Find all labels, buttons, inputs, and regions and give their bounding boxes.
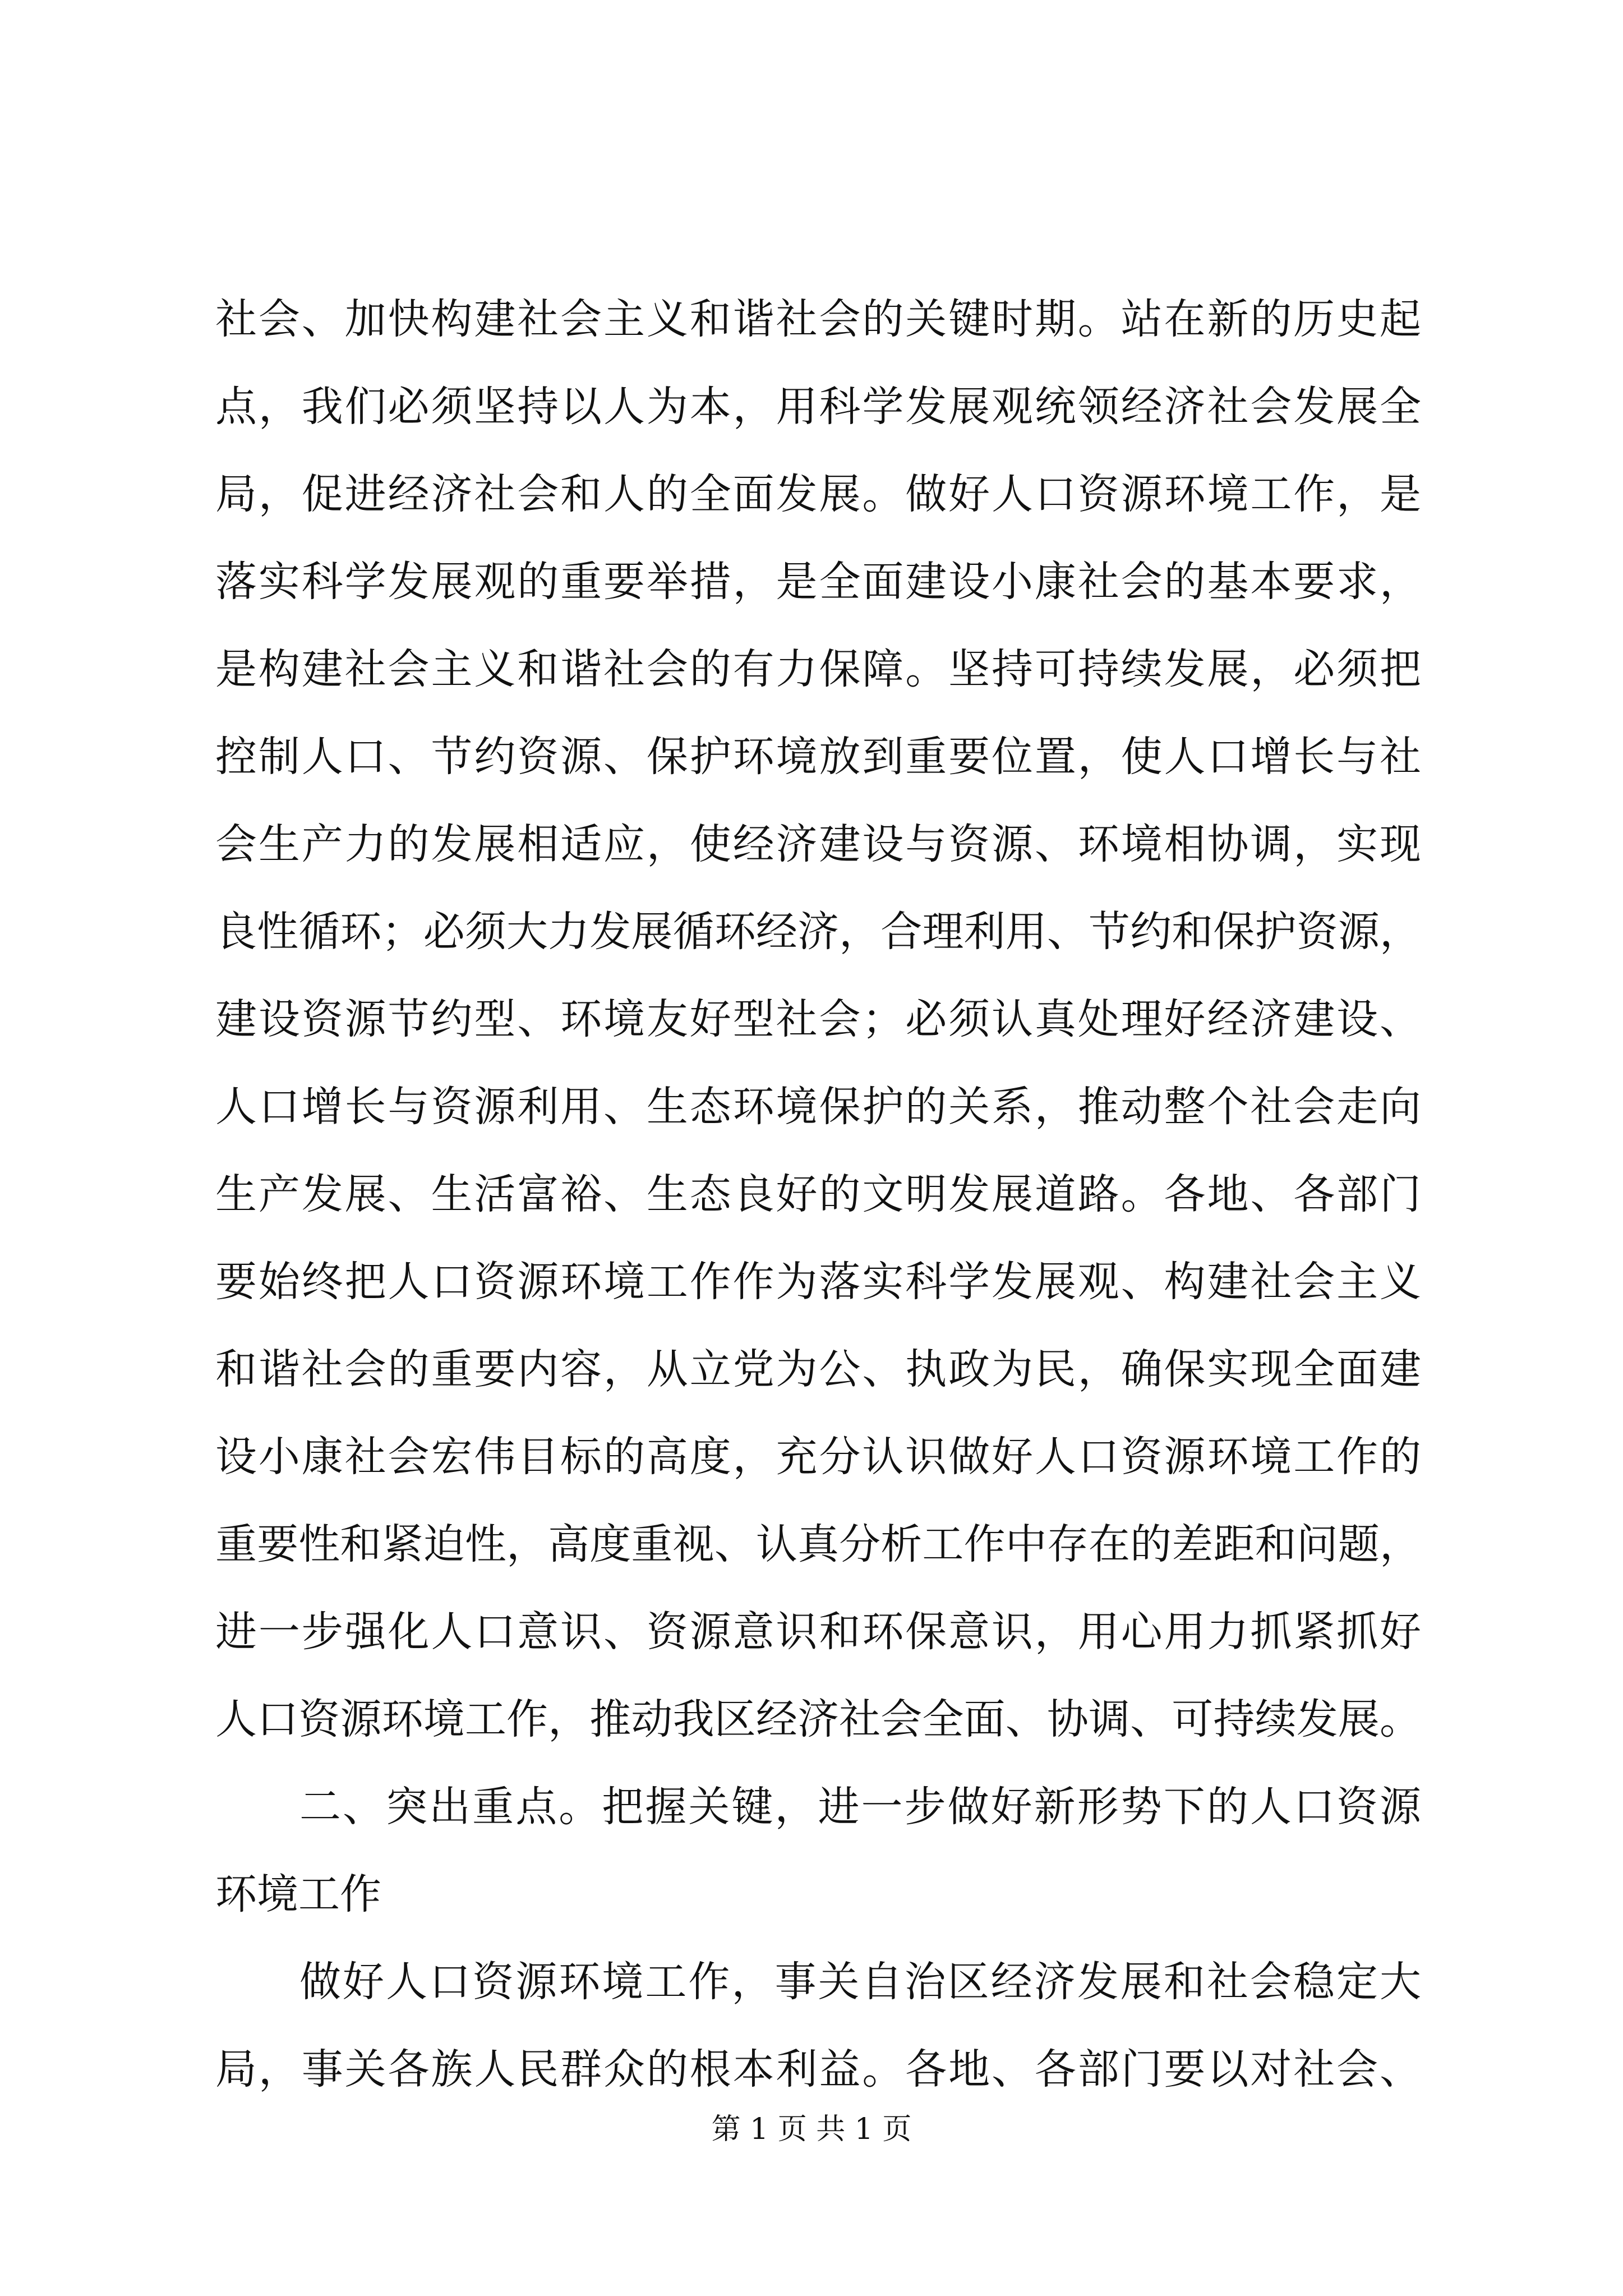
text-line: 人口增长与资源利用、生态环境保护的关系，推动整个社会走向 bbox=[215, 1083, 1421, 1131]
document-body bbox=[215, 295, 1421, 2136]
text-line: 局，事关各族人民群众的根本利益。各地、各部门要以对社会、 bbox=[215, 2045, 1421, 2093]
text-line: 和谐社会的重要内容，从立党为公、执政为民，确保实现全面建 bbox=[215, 1345, 1421, 1393]
text-line: 社会、加快构建社会主义和谐社会的关键时期。站在新的历史起 bbox=[215, 295, 1421, 343]
text-line: 良性循环；必须大力发展循环经济，合理利用、节约和保护资源， bbox=[215, 908, 1421, 956]
text-line: 点，我们必须坚持以人为本，用科学发展观统领经济社会发展全 bbox=[215, 383, 1421, 431]
text-line: 重要性和紧迫性，高度重视、认真分析工作中存在的差距和问题， bbox=[215, 1520, 1421, 1568]
page-footer: 第 1 页 共 1 页 bbox=[711, 2113, 912, 2146]
text-line: 人口资源环境工作，推动我区经济社会全面、协调、可持续发展。 bbox=[215, 1695, 1421, 1743]
text-line: 进一步强化人口意识、资源意识和环保意识，用心用力抓紧抓好 bbox=[215, 1608, 1421, 1656]
text-line: 落实科学发展观的重要举措，是全面建设小康社会的基本要求， bbox=[215, 558, 1421, 606]
text-line: 要始终把人口资源环境工作作为落实科学发展观、构建社会主义 bbox=[215, 1258, 1421, 1306]
section-heading-line: 二、突出重点。把握关键，进一步做好新形势下的人口资源 bbox=[299, 1783, 1421, 1831]
section-heading-line: 环境工作 bbox=[215, 1870, 381, 1918]
text-line: 局，促进经济社会和人的全面发展。做好人口资源环境工作，是 bbox=[215, 470, 1421, 518]
text-line: 生产发展、生活富裕、生态良好的文明发展道路。各地、各部门 bbox=[215, 1170, 1421, 1218]
text-line: 是构建社会主义和谐社会的有力保障。坚持可持续发展，必须把 bbox=[215, 645, 1421, 693]
text-line: 做好人口资源环境工作，事关自治区经济发展和社会稳定大 bbox=[299, 1958, 1421, 2006]
text-line: 会生产力的发展相适应，使经济建设与资源、环境相协调，实现 bbox=[215, 820, 1421, 868]
text-line: 控制人口、节约资源、保护环境放到重要位置，使人口增长与社 bbox=[215, 733, 1421, 781]
text-line: 建设资源节约型、环境友好型社会；必须认真处理好经济建设、 bbox=[215, 995, 1421, 1043]
text-line: 设小康社会宏伟目标的高度，充分认识做好人口资源环境工作的 bbox=[215, 1433, 1421, 1481]
